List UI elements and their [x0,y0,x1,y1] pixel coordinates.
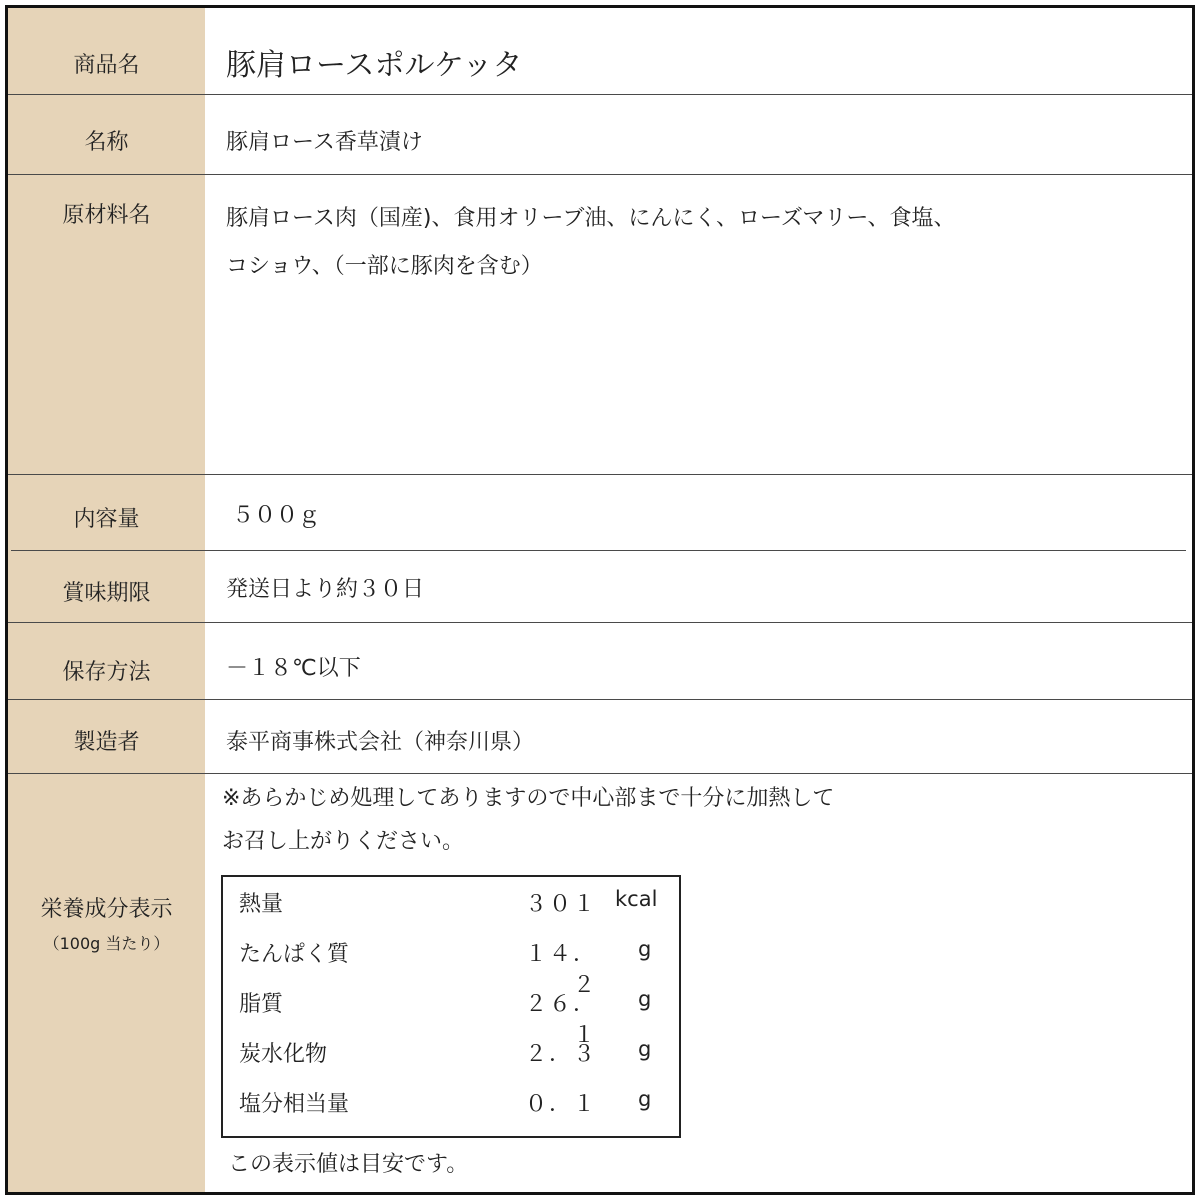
nutrient-value: ３０１ [524,892,597,917]
product-name-label: 商品名 [73,53,140,78]
nutrition-row [223,1087,679,1123]
nutrition-row [223,987,679,1048]
nutrient-value: ２６．１ [524,992,597,1048]
nutrient-name: たんぱく質 [239,942,350,967]
nutrient-name: 塩分相当量 [239,1092,350,1117]
ingredients-line-1: 豚肩ロース肉（国産)、食用オリーブ油、にんにく、ローズマリー、食塩、 [226,206,956,231]
content-label: 内容量 [73,507,140,532]
nutrient-unit: g [638,987,652,1011]
nutrient-unit: g [638,1037,652,1061]
divider [11,550,1186,551]
nutrient-value: １４．２ [524,942,597,998]
name-label: 名称 [84,130,129,155]
nutrition-facts-table [221,875,681,1138]
product-name-value: 豚肩ロースポルケッタ [226,48,523,83]
nutrient-unit: g [638,937,652,961]
nutrition-row [223,937,679,998]
best-before-label: 賞味期限 [62,581,151,606]
divider [8,94,1192,95]
ingredients-line-2: コショウ、（一部に豚肉を含む） [226,254,543,279]
manufacturer-label: 製造者 [73,730,140,755]
nutrient-unit: kcal [615,887,658,911]
nutrition-note-line-2: お召し上がりください。 [222,829,465,854]
storage-value: －１８℃以下 [226,656,361,681]
manufacturer-value: 泰平商事株式会社（神奈川県） [226,730,535,755]
divider [8,773,1192,774]
best-before-value: 発送日より約３０日 [226,577,425,602]
nutrition-label [8,892,205,954]
nutrient-name: 脂質 [239,992,284,1017]
nutrient-value: ０．１ [524,1092,597,1117]
nutrient-unit: g [638,1087,652,1111]
nutrition-label-text: 栄養成分表示 [40,897,173,922]
nutrient-name: 熱量 [239,892,284,917]
nutrition-row [223,887,679,923]
nutrient-name: 炭水化物 [239,1042,328,1067]
divider [8,474,1192,475]
divider [8,174,1192,175]
name-value: 豚肩ロース香草漬け [226,130,423,155]
divider [8,622,1192,623]
ingredients-label: 原材料名 [62,203,151,228]
nutrient-value: ２．３ [524,1042,597,1067]
nutrition-sublabel: （100g 当たり） [43,934,170,953]
product-label-table [5,5,1195,1195]
nutrition-footer: この表示値は目安です。 [228,1152,469,1177]
content-value: ５００ｇ [232,503,321,528]
divider [8,699,1192,700]
storage-label: 保存方法 [62,660,151,685]
nutrition-row [223,1037,679,1073]
nutrition-note-line-1: ※あらかじめ処理してありますので中心部まで十分に加熱して [222,786,835,811]
